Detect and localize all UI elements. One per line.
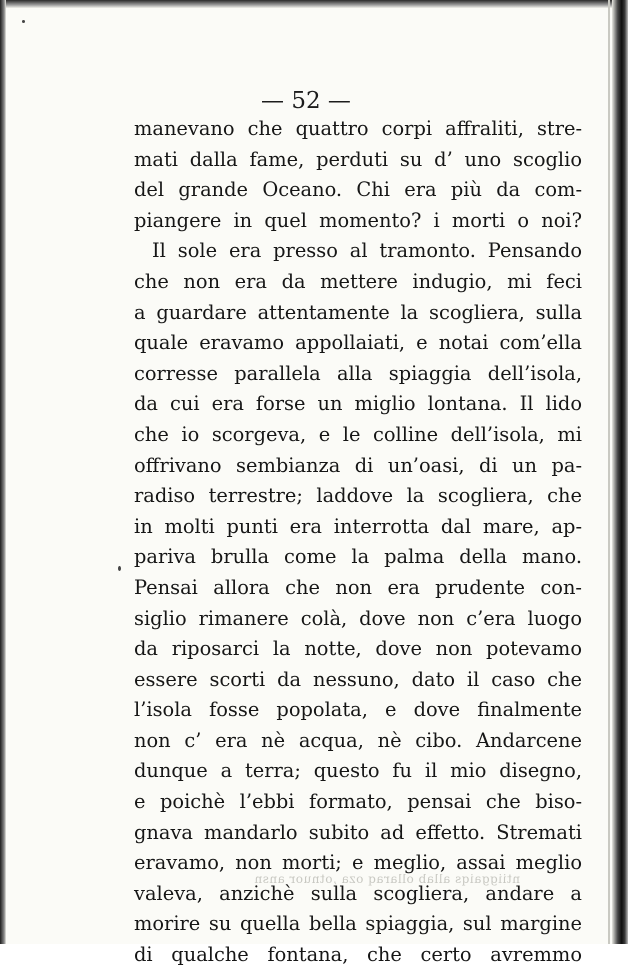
text-line: gnava mandarlo subito ad effetto. Stremati [134, 820, 582, 844]
text-line: dunque a terra; questo fu il mio disegno, [134, 759, 582, 783]
scan-right-edge [612, 0, 628, 944]
text-line: morire su quella bella spiaggia, sul margine [134, 912, 582, 936]
text-line: che non era da mettere indugio, mi feci [134, 269, 582, 293]
text-line: del grande Oceano. Chi era più da com- [134, 178, 582, 202]
text-line: da cui era forse un miglio lontana. Il lido [134, 392, 582, 416]
text-line: valeva, anzichè sulla scogliera, andare a [134, 881, 582, 905]
text-line: Pensai allora che non era prudente con- [134, 575, 582, 599]
text-line: pariva brulla come la palma della mano. [134, 545, 582, 569]
scan-top-edge [0, 0, 628, 8]
text-line: l’isola fosse popolata, e dove finalmente [134, 698, 582, 722]
text-line: a guardare attentamente la scogliera, sulla [134, 300, 582, 324]
paragraph-start-line: Il sole era presso al tramonto. Pensando [152, 239, 582, 263]
scan-speck [118, 566, 121, 571]
text-line: essere scorti da nessuno, dato il caso che [134, 667, 582, 691]
bleed-through-text: ntiiggaiqs allab ollaraq oza ,otnuor ansn [253, 872, 520, 886]
scan-left-edge [0, 0, 6, 944]
page-fold-line [608, 0, 610, 944]
text-line: piangere in quel momento? i morti o noi? [134, 208, 582, 232]
text-line: siglio rimanere colà, dove non c’era luogo [134, 606, 582, 630]
text-line: di qualche fontana, che certo avremmo [134, 943, 582, 967]
text-line: eravamo, non morti; e meglio, assai meglio [134, 851, 582, 875]
text-line: manevano che quattro corpi affraliti, stre- [134, 117, 582, 140]
text-line: quale eravamo appollaiati, e notai com’ella [134, 331, 582, 355]
body-text [134, 114, 582, 971]
text-line: offrivano sembianza di un’oasi, di un pa- [134, 453, 582, 477]
text-line: mati dalla fame, perduti su d’ uno scoglio [134, 147, 582, 171]
text-line: corresse parallela alla spiaggia dell’isola, [134, 361, 582, 385]
scan-speck [22, 20, 25, 23]
text-line: in molti punti era interrotta dal mare, ap- [134, 514, 582, 538]
text-line: e poichè l’ebbi formato, pensai che biso- [134, 790, 582, 814]
text-line: da riposarci la notte, dove non potevamo [134, 637, 582, 661]
text-line: non c’ era nè acqua, nè cibo. Andarcene [134, 728, 582, 752]
page-number: — 52 — [261, 88, 351, 114]
text-line: che io scorgeva, e le colline dell’isola, mi [134, 422, 582, 446]
text-line: radiso terrestre; laddove la scogliera, che [134, 484, 582, 508]
